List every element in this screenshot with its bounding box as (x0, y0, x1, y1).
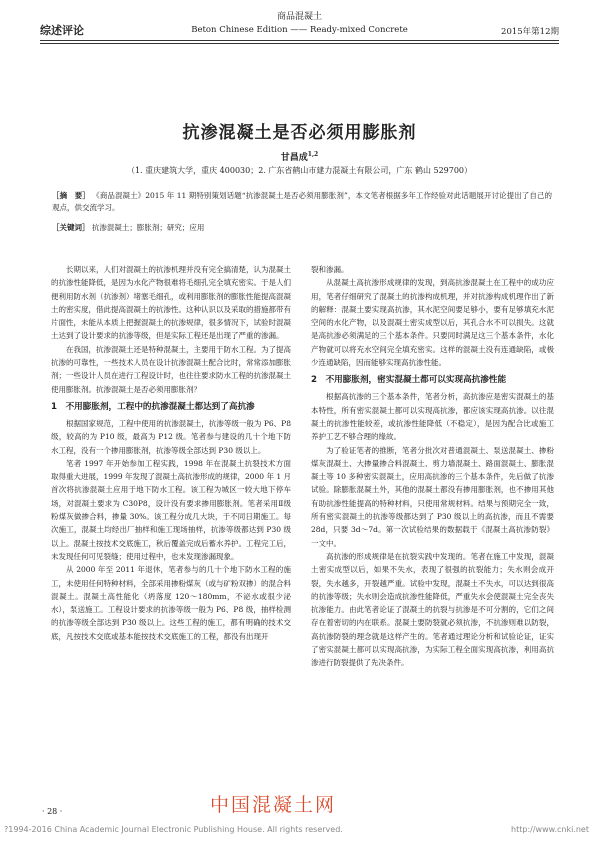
keywords-label: ［关键词］ (52, 223, 90, 232)
journal-english-name: Beton Chinese Edition —— Ready-mixed Concrete (191, 25, 408, 35)
page-number: · 28 · (42, 807, 63, 816)
author (0, 150, 599, 163)
abstract-text: 《商品混凝土》2015 年 11 期特别策划话题“抗渗混凝土是否必须用膨胀剂”，本文笔者根据多年工作经验对此话题展开讨论提出了自己的观点，供交流学习。 (52, 191, 553, 212)
journal-name: 商品混凝土 (276, 12, 322, 22)
affiliation: （1. 重庆建筑大学，重庆 400030；2. 广东省鹤山市建力混凝土有限公司，广东 鹤山 529700） (126, 166, 473, 175)
section-heading-1: 1 不用膨胀剂，工程中的抗渗混凝土都达到了高抗渗 (51, 401, 255, 412)
left-column (51, 263, 291, 643)
copyright-footer: ?1994-2016 China Academic Journal Electronic Publishing House. All rights reserved. (4, 825, 343, 834)
header-rule-thin (40, 43, 559, 44)
paragraph: 笔者 1997 年开始参加工程实践，1998 年在混凝土抗裂技术方面取得重大进展，1999 年发现了混凝土高抗渗形成的规律，2000 年 1 月首次将抗渗混凝土应用于地下防水工程。该工程为城区一较大地下停车场，对混凝土要求为 C30P8，设计没有要求掺用膨胀剂。笔者采用Ⅱ级粉煤灰做掺合料，掺量 30%。该工程分成几大块，于不同日期施工。每次施工，混凝土均经出厂抽样和施工现场抽样，抗渗等级都达到 P30 级以上。混凝土按技术交底施工，秋后覆盖完成后蓄水养护。工程完工后，未发现任何可见裂缝；使用过程中，也未发现渗漏现象。 (51, 458, 291, 561)
section-label: 综述评论 (40, 24, 84, 37)
article-title: 抗渗混凝土是否必须用膨胀剂 (182, 123, 417, 143)
paragraph: 长期以来，人们对混凝土的抗渗机理并没有完全搞清楚，认为混凝土的抗渗性能降低，是因为水化产物很难将毛细孔完全填充密实。于是人们便利用防水剂（抗渗剂）堵塞毛细孔，或利用膨胀剂的膨胀性能提高混凝土的密实度，借此提高混凝土的抗渗性。这种认识以及采取的措施都带有片面性，未能从本质上把握混凝土的抗渗规律，很多情况下，试验时混凝土达到了设计要求的抗渗等级，但是实际工程还是出现了严重的渗漏。 (51, 265, 291, 341)
abstract (52, 190, 552, 214)
section-heading-2: 2 不用膨胀剂，密实混凝土都可以实现高抗渗性能 (311, 375, 507, 386)
paragraph: 高抗渗的形成规律是在抗裂实践中发现的。笔者在施工中发现，混凝土密实成型以后，如果不失水，表现了很强的抗裂能力；失水则会成开裂，失水越多，开裂越严重。试验中发现，混凝土不失水，可以达到很高的抗渗等级；失水则会造成抗渗性能降低，严重失水会使混凝土完全丧失抗渗能力。由此笔者论证了混凝土的抗裂与抗渗是不可分割的，它们之间存在着密切的内在联系。混凝土要防裂就必须抗渗，不抗渗则难以防裂，高抗渗防裂的理念就是这样产生的。笔者通过理论分析和试验论证，证实了密实混凝土都可以实现高抗渗，为实际工程全面实现高抗渗，利用高抗渗进行防裂提供了先决条件。 (311, 551, 554, 668)
paragraph: 裂和渗漏。 (311, 265, 349, 274)
right-column (311, 263, 554, 670)
paragraph: 根据国家规范，工程中使用的抗渗混凝土，抗渗等级一般为 P6、P8 级，较高的为 P10 级，最高为 P12 级。笔者参与建设的几十个地下防水工程，没有一个掺用膨胀剂，抗渗等级全部达到 P30 级以上。 (51, 418, 291, 455)
keywords (52, 222, 204, 233)
paragraph: 根据高抗渗的三个基本条件，笔者分析，高抗渗应是密实混凝土的基本特性，所有密实混凝土都可以实现高抗渗，都应该实现高抗渗。以往混凝土的抗渗性能较差，或抗渗性能降低（不稳定），是因为配合比或施工养护工艺不够合理的缘故。 (311, 392, 554, 442)
paragraph: 为了验证笔者的推断，笔者分批次对普通混凝土、泵送混凝土、掺粉煤灰混凝土、大掺量掺合料混凝土、剪力墙混凝土、路面混凝土、膨胀混凝土等 10 多种密实混凝土，应用高抗渗的三个基本条件，先后做了抗渗试验。除膨胀混凝土外，其他的混凝土都没有掺用膨胀剂，也不掺用其他有助抗渗性能提高的特种材料，只使用常规材料。结果与预期完全一致，所有密实混凝土的抗渗等级都达到了 P30 级以上的高抗渗，而且不需要 28d，只要 3d～7d。第一次试验结果的数据载于《混凝土高抗渗防裂》一文中。 (311, 445, 554, 548)
paragraph: 在我国，抗渗混凝土还是特种混凝土，主要用于防水工程。为了提高抗渗的可靠性，一些技术人员在设计抗渗混凝土配合比时，常常添加膨胀剂；一些设计人员在进行工程设计时，也往往要求防水工程的抗渗混凝土使用膨胀剂。抗渗混凝土是否必须用膨胀剂？ (51, 344, 291, 394)
paragraph: 从 2000 年至 2011 年退休，笔者参与的几十个地下防水工程的施工，未使用任何特种材料，全部采用掺粉煤灰（或与矿粉双掺）的混合料混凝土。混凝土高性能化（坍落度 120～180mm，不泌水或很少泌水），泵送施工。工程设计要求的抗渗等级一般为 P6、P8 级，抽样检测的抗渗等级全部达到 P30 级以上。这些工程的施工，都有明确的技术交底，凡按技术交底或基本能按技术交底施工的工程，都没有出现开 (51, 565, 291, 641)
source-url[interactable]: http://www.cnki.net (511, 825, 589, 834)
author-affiliation-mark: 1,2 (307, 151, 319, 158)
paragraph: 从混凝土高抗渗形成规律的发现，到高抗渗混凝土在工程中的成功应用，笔者仔细研究了混凝土的抗渗构成机理，并对抗渗构成机理作出了新的解释：混凝土要实现高抗渗，其水泥空间要足够小，要有足够填充水泥空间的水化产物，以及混凝土密实成型以后，其孔合水不可以损失。这就是高抗渗必须满足的三个基本条件。只要同时满足这三个基本条件，水化产物就可以将充水空间完全填充密实。这样的混凝土没有连通缺陷，或极少连通缺陷，因而能够实现高抗渗性能。 (311, 278, 554, 368)
keywords-text: 抗渗混凝土；膨胀剂；研究；应用 (91, 223, 205, 232)
site-watermark: 中国混凝土网 (210, 794, 337, 816)
author-name: 甘昌成 (280, 153, 308, 163)
issue-label: 2015年第12期 (501, 27, 559, 37)
abstract-label: ［摘 要］ (52, 191, 90, 200)
header-rule (40, 40, 559, 41)
